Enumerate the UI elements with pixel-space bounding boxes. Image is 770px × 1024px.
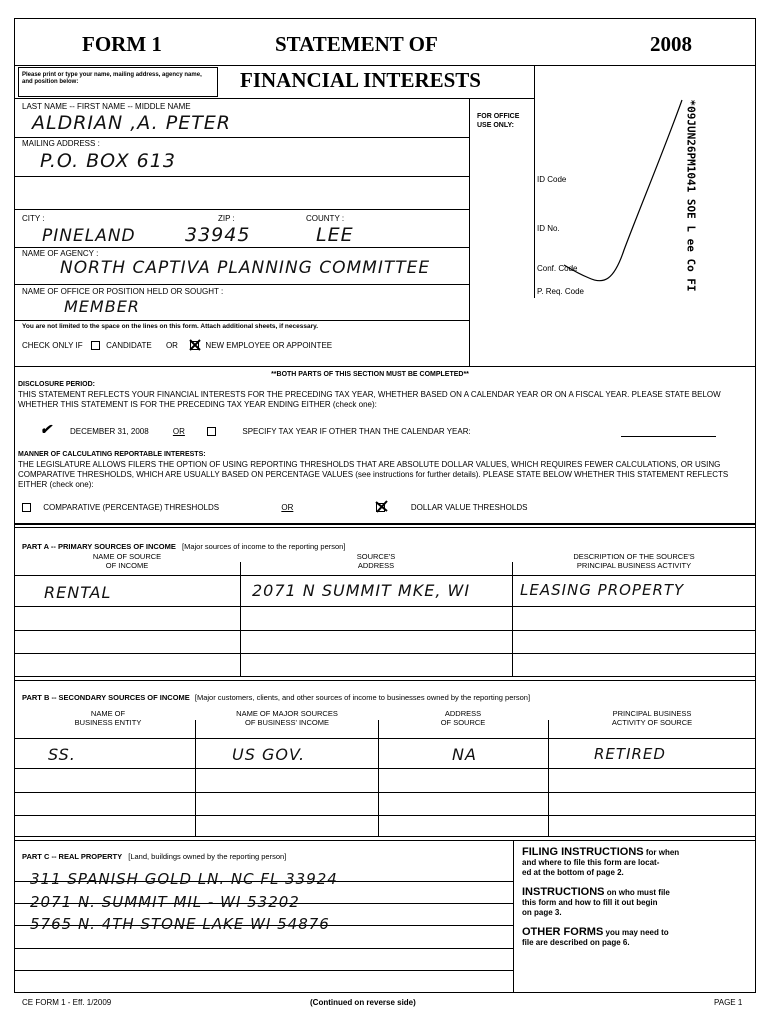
zip-label: ZIP : xyxy=(218,214,235,223)
filing-text3: ed at the bottom of page 2. xyxy=(522,868,624,877)
col-head-text: NAME OF xyxy=(90,709,126,718)
or-label: OR xyxy=(165,341,178,350)
part-b-title: PART B -- SECONDARY SOURCES OF INCOME xyxy=(22,693,190,702)
id-code-label: ID Code xyxy=(537,175,567,184)
form-year: 2008 xyxy=(650,32,692,56)
space-note: You are not limited to the space on the lines on this form. Attach additional sheets, if necessary. xyxy=(22,323,319,330)
city-label: CITY : xyxy=(22,214,45,223)
check-only-label: CHECK ONLY IF xyxy=(22,341,83,350)
period-label: DISCLOSURE PERIOD: xyxy=(18,381,96,388)
other-title: OTHER FORMS xyxy=(522,926,604,938)
filing-title: FILING INSTRUCTIONS xyxy=(522,846,644,858)
footer-left: CE FORM 1 - Eff. 1/2009 xyxy=(22,998,112,1007)
part-b-heading xyxy=(22,693,530,702)
instructions-panel xyxy=(522,847,754,948)
candidate-label: CANDIDATE xyxy=(106,341,152,350)
col-head-text: OF INCOME xyxy=(105,561,149,570)
part-a-row1-name[interactable]: RENTAL xyxy=(44,583,112,602)
footer-center: (Continued on reverse side) xyxy=(310,998,416,1007)
county-label: COUNTY : xyxy=(306,214,345,223)
filing-text1: for when xyxy=(643,848,680,857)
name-value[interactable]: ALDRIAN ,A. PETER xyxy=(32,112,232,134)
print-note: Please print or type your name, mailing address, agency name, and position below: xyxy=(22,72,202,85)
other-text2: file are described on page 6. xyxy=(522,938,630,947)
conf-code-label: Conf. Code xyxy=(537,264,578,273)
dec31-label: DECEMBER 31, 2008 xyxy=(69,427,149,436)
col-head-text: PRINCIPAL BUSINESS xyxy=(612,709,692,718)
or-label-3: OR xyxy=(281,503,294,512)
name-label: LAST NAME -- FIRST NAME -- MIDDLE NAME xyxy=(22,102,191,111)
part-c-title: PART C -- REAL PROPERTY xyxy=(22,852,123,861)
footer-right: PAGE 1 xyxy=(714,998,743,1007)
comparative-label: COMPARATIVE (PERCENTAGE) THRESHOLDS xyxy=(43,503,220,512)
part-b-row1-address[interactable]: NA xyxy=(452,745,477,764)
new-employee-label: NEW EMPLOYEE OR APPOINTEE xyxy=(205,341,333,350)
part-b-col1-head xyxy=(22,709,194,727)
other-block xyxy=(522,927,754,938)
new-employee-checkbox[interactable] xyxy=(190,341,199,350)
col-head-text: ADDRESS xyxy=(444,709,482,718)
col-head-text: ADDRESS xyxy=(357,561,395,570)
part-b-col4-head xyxy=(548,709,756,727)
part-c-line3[interactable]: 5765 N. 4TH STONE LAKE WI 54876 xyxy=(30,915,330,933)
manner-label: MANNER OF CALCULATING REPORTABLE INTERESTS: xyxy=(18,451,206,458)
col-head-text: PRINCIPAL BUSINESS ACTIVITY xyxy=(576,561,692,570)
agency-value[interactable]: NORTH CAPTIVA PLANNING COMMITTEE xyxy=(60,258,431,278)
mailing-label: MAILING ADDRESS : xyxy=(22,139,100,148)
part-c-line2[interactable]: 2071 N. SUMMIT MIL - WI 53202 xyxy=(30,893,300,911)
dollar-checkbox[interactable] xyxy=(376,503,385,512)
part-c-heading xyxy=(22,852,286,861)
checked-mark-icon: ✔ xyxy=(40,421,52,437)
col-head-text: NAME OF SOURCE xyxy=(92,552,162,561)
part-a-col2-head xyxy=(240,552,512,570)
specify-label: SPECIFY TAX YEAR IF OTHER THAN THE CALENDAR YEAR: xyxy=(242,427,471,436)
col-head-text: OF BUSINESS' INCOME xyxy=(245,718,329,727)
col-head-text: SOURCE'S xyxy=(356,552,396,561)
mailing-value[interactable]: P.O. BOX 613 xyxy=(40,150,176,172)
col-head-text: OF SOURCE xyxy=(440,718,486,727)
period-text: THIS STATEMENT REFLECTS YOUR FINANCIAL INTERESTS FOR THE PRECEDING TAX YEAR, WHETHER BASED ON A CALENDAR YEAR OR ON A FISCAL YEAR. PLEASE STATE BELOW WHETHER THIS STATEMENT IS FOR THE PRECEDING TAX YEAR ENDING EITHER (check one): xyxy=(18,390,721,409)
zip-value[interactable]: 33945 xyxy=(185,224,251,246)
form-number: FORM 1 xyxy=(82,32,162,56)
other-text1: you may need to xyxy=(603,928,669,937)
part-a-row1-address[interactable]: 2071 N SUMMIT MKE, WI xyxy=(252,581,471,600)
col-head-text: DESCRIPTION OF THE SOURCE'S xyxy=(573,552,695,561)
city-value[interactable]: PINELAND xyxy=(42,226,136,246)
initials-scribble xyxy=(534,80,734,300)
period-choice-row xyxy=(40,421,471,438)
part-c-line1[interactable]: 311 SPANISH GOLD LN. NC FL 33924 xyxy=(30,870,338,888)
part-a-row1-activity[interactable]: LEASING PROPERTY xyxy=(520,581,685,599)
part-a-col3-head xyxy=(512,552,756,570)
instr-text2: this form and how to fill it out begin xyxy=(522,898,658,907)
or-label-2: OR xyxy=(172,427,185,436)
specify-checkbox[interactable] xyxy=(207,427,216,436)
x-mark-icon xyxy=(375,500,389,514)
part-b-col3-head xyxy=(378,709,548,727)
part-c-subtitle: [Land, buildings owned by the reporting person] xyxy=(128,852,287,861)
received-stamp: *09JUN26PM1041 SOE L ee Co FI xyxy=(684,99,698,292)
office-label: NAME OF OFFICE OR POSITION HELD OR SOUGHT : xyxy=(22,287,224,296)
filing-instructions xyxy=(522,847,754,858)
x-mark-icon xyxy=(189,339,201,351)
instr-title: INSTRUCTIONS xyxy=(522,886,605,898)
part-b-row1-source[interactable]: US GOV. xyxy=(232,745,306,764)
instr-text3: on page 3. xyxy=(522,908,562,917)
form-title-line2: FINANCIAL INTERESTS xyxy=(240,68,481,92)
office-use-label-1: FOR OFFICE xyxy=(477,113,520,120)
office-value[interactable]: MEMBER xyxy=(64,297,140,316)
check-only-row xyxy=(22,341,332,350)
part-b-row1-entity[interactable]: SS. xyxy=(48,745,76,764)
agency-label: NAME OF AGENCY : xyxy=(22,249,99,258)
p-req-code-label: P. Req. Code xyxy=(537,287,584,296)
part-a-subtitle: [Major sources of income to the reporting person] xyxy=(182,542,346,551)
both-parts-note: **BOTH PARTS OF THIS SECTION MUST BE COMPLETED** xyxy=(271,371,469,378)
col-head-text: ACTIVITY OF SOURCE xyxy=(611,718,693,727)
candidate-checkbox[interactable] xyxy=(91,341,100,350)
part-b-col2-head xyxy=(196,709,378,727)
filing-text2: and where to file this form are locat- xyxy=(522,858,660,867)
col-head-text: NAME OF MAJOR SOURCES xyxy=(236,709,338,718)
dollar-label: DOLLAR VALUE THRESHOLDS xyxy=(410,503,528,512)
instr-text1: on who must file xyxy=(604,888,670,897)
part-a-title: PART A -- PRIMARY SOURCES OF INCOME xyxy=(22,542,176,551)
comparative-checkbox[interactable] xyxy=(22,503,31,512)
col-head-text: BUSINESS ENTITY xyxy=(74,718,142,727)
manner-text: THE LEGISLATURE ALLOWS FILERS THE OPTION OF USING REPORTING THRESHOLDS THAT ARE ABSOLUTE DOLLAR VALUES, WHICH REQUIRES FEWER CALCULATIONS, OR USING COMPARATIVE THRESHOLDS, WHICH ARE USUALLY BASED ON PERCENTAGE VALUES (see instructions for further details). PLEASE STATE BELOW WHETHER THIS STATEMENT REFLECTS EITHER (check one): xyxy=(18,460,729,489)
part-a-col1-head xyxy=(22,552,232,570)
office-use-label-2: USE ONLY: xyxy=(477,122,514,129)
instr-block xyxy=(522,887,754,898)
part-a-heading xyxy=(22,542,345,551)
part-b-row1-activity[interactable]: RETIRED xyxy=(594,745,666,763)
part-b-subtitle: [Major customers, clients, and other sources of income to businesses owned by the reporting person] xyxy=(194,693,531,702)
id-no-label: ID No. xyxy=(537,224,560,233)
manner-choice-row xyxy=(22,503,527,512)
county-value[interactable]: LEE xyxy=(316,224,354,246)
form-title-line1: STATEMENT OF xyxy=(275,32,438,56)
